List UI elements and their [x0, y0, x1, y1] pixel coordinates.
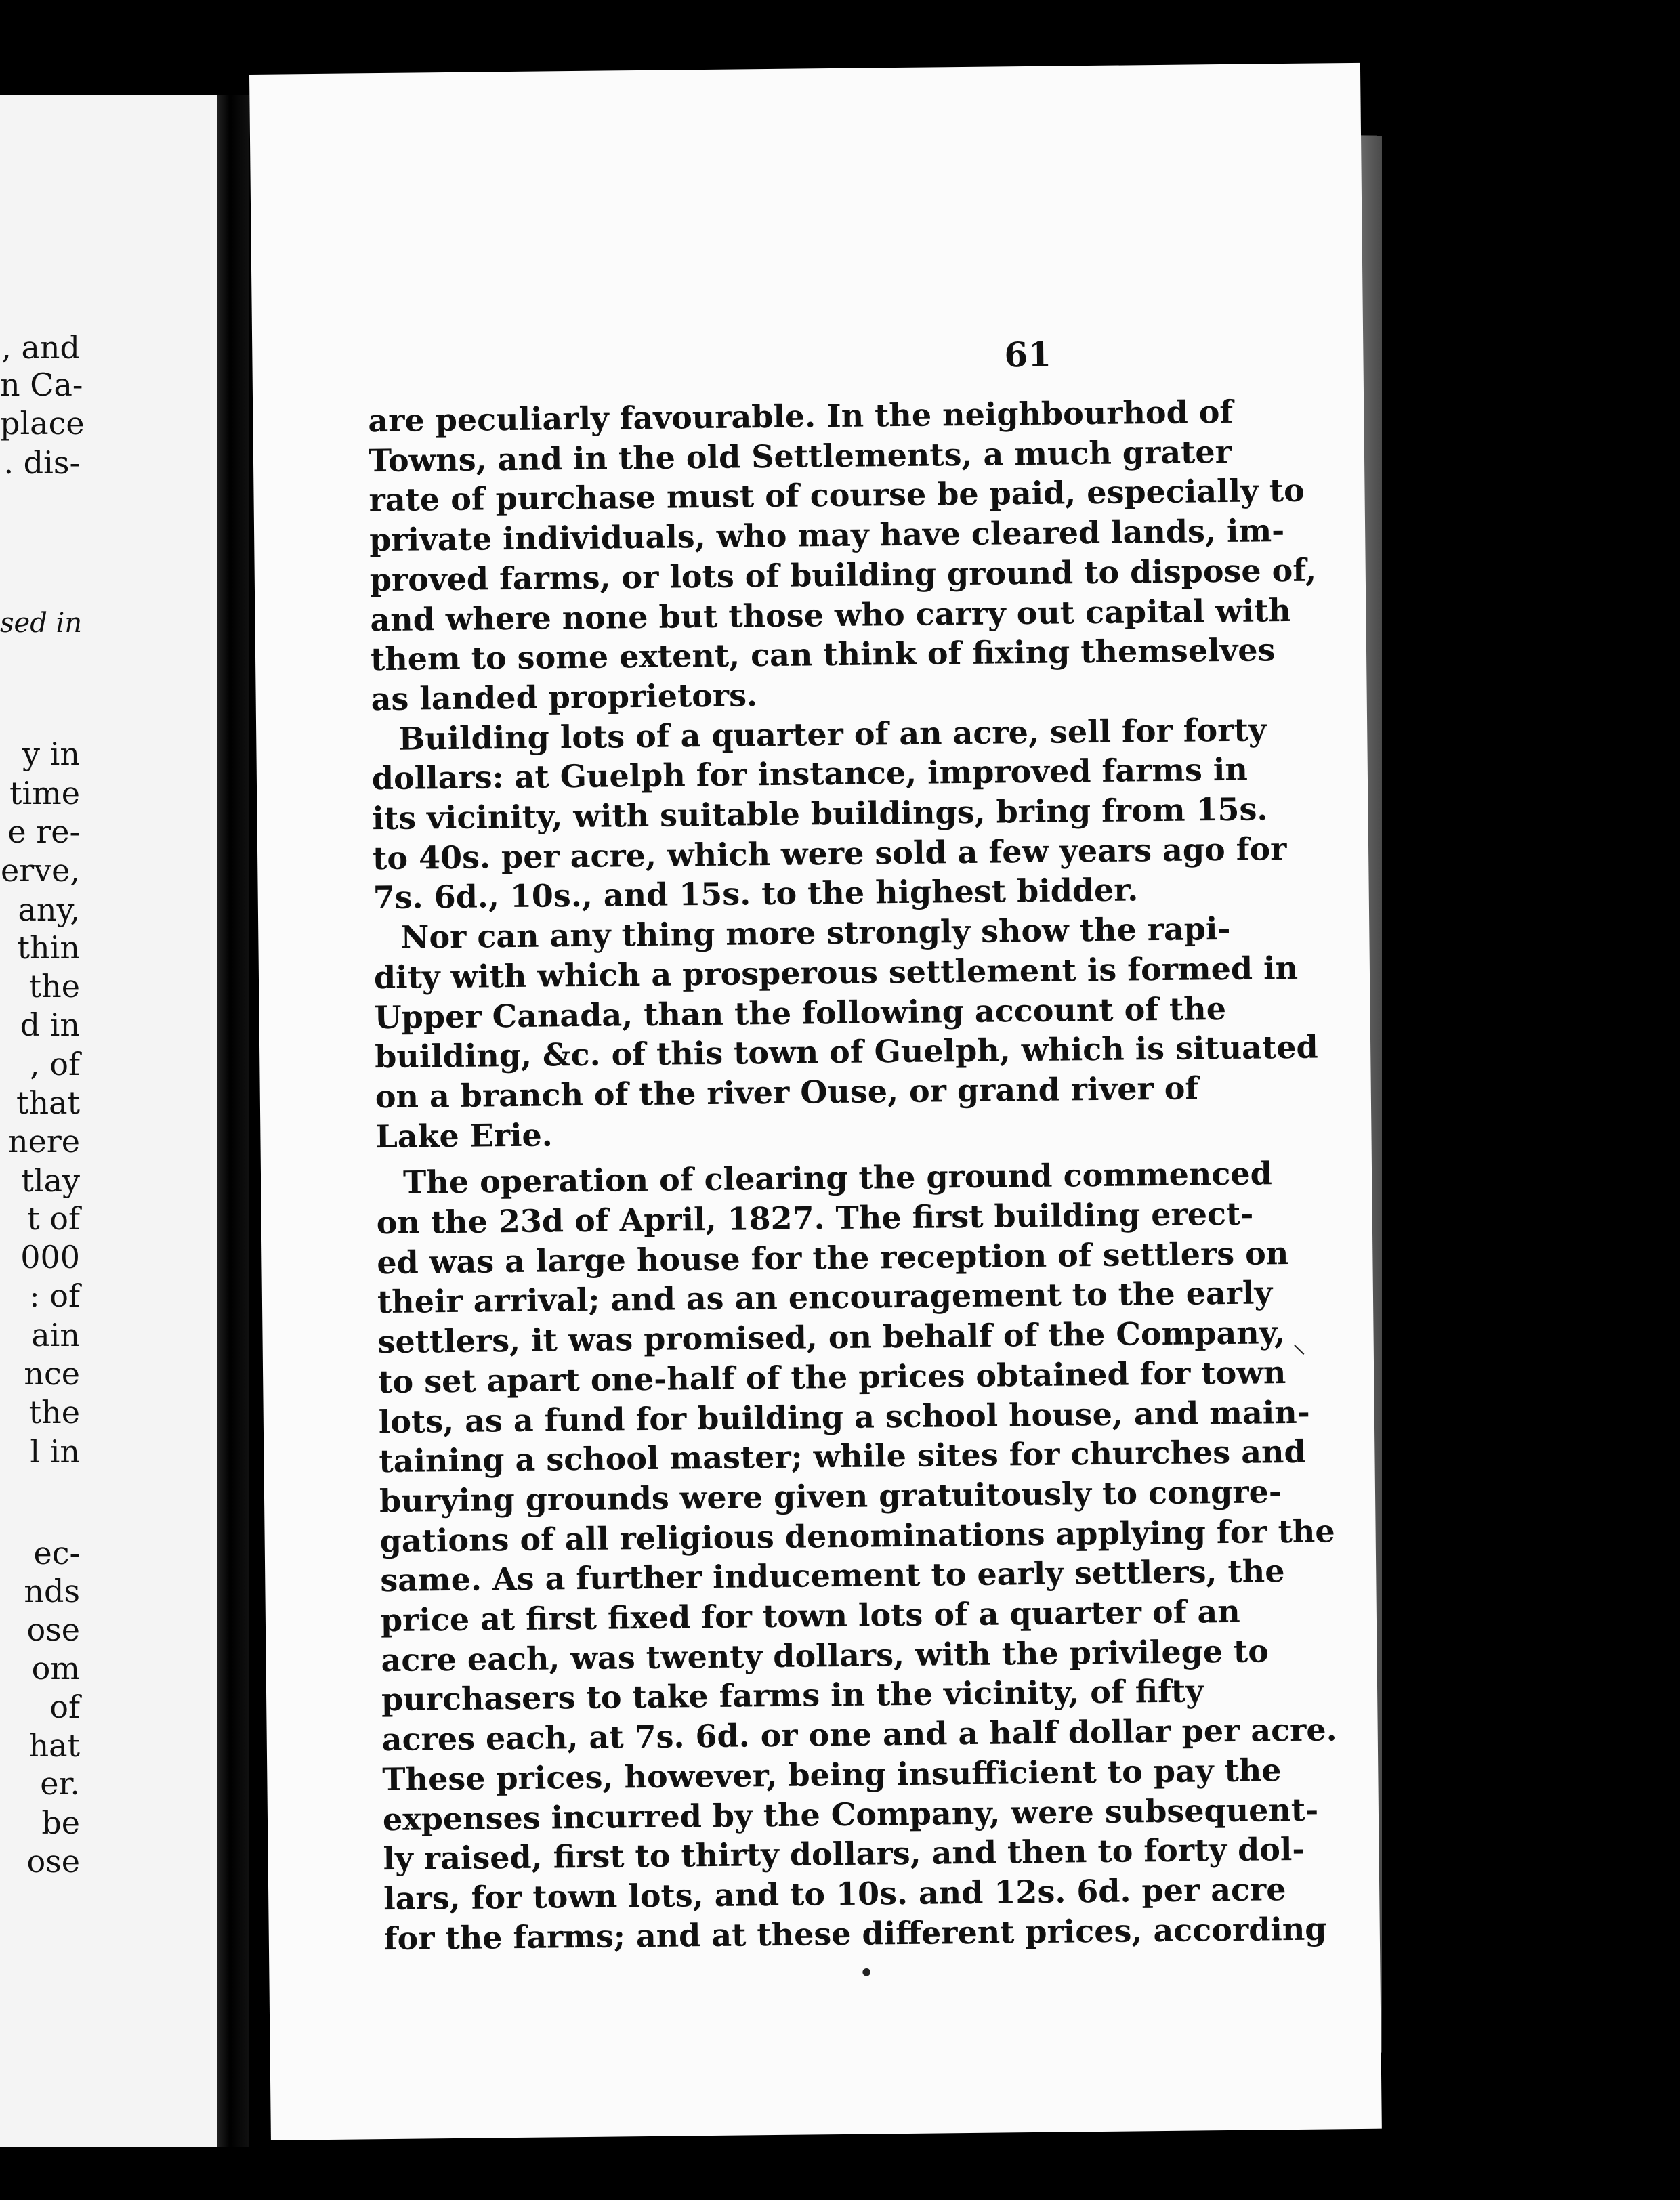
left-page-line: e re-: [7, 813, 80, 850]
page-number: 61: [1004, 334, 1052, 375]
body-line: private individuals, who may have cleared lands, im-: [369, 512, 1285, 559]
body-line: same. As a further inducement to early settlers, the: [380, 1552, 1285, 1599]
left-page-line: : of: [29, 1277, 80, 1314]
body-text: [253, 393, 1364, 1957]
left-page-line: of: [49, 1689, 80, 1725]
body-line: lots, as a fund for building a school house, and main-: [378, 1393, 1311, 1440]
body-line: for the farms; and at these different prices, according: [383, 1910, 1327, 1957]
body-line: Lake Erie.: [375, 1116, 553, 1155]
body-line: them to some extent, can think of fixing themselves: [370, 631, 1276, 678]
body-line: building, &c. of this town of Guelph, which is situated: [374, 1028, 1318, 1076]
left-page-line: hat: [28, 1727, 80, 1764]
left-page-line: nds: [24, 1573, 80, 1609]
left-page-line: nce: [24, 1355, 80, 1392]
body-line: rate of purchase must of course be paid, especially to: [369, 472, 1305, 519]
body-line: These prices, however, being insufficient to pay the: [382, 1751, 1282, 1798]
left-page-fragment: [0, 95, 217, 2147]
body-line: on a branch of the river Ouse, or grand river of: [375, 1070, 1199, 1116]
body-line: burying grounds were given gratuitously to congre-: [379, 1473, 1282, 1519]
body-line: are peculiarly favourable. In the neighbourhod of: [368, 393, 1234, 440]
left-page-line: time: [9, 775, 80, 811]
body-line: Towns, and in the old Settlements, a much grater: [368, 433, 1232, 479]
left-page-line: the: [28, 968, 80, 1004]
left-page-line: l in: [30, 1433, 80, 1470]
left-page-line: ec-: [33, 1535, 80, 1571]
left-page-line: n Ca-: [0, 366, 83, 403]
body-line: to 40s. per acre, which were sold a few years ago for: [372, 830, 1287, 876]
body-line: 7s. 6d., 10s., and 15s. to the highest bidder.: [373, 871, 1139, 916]
right-page: [249, 63, 1382, 2140]
left-page-line: the: [28, 1394, 80, 1431]
left-page-line: y in: [22, 736, 80, 772]
book-gutter: [217, 95, 249, 2147]
left-page-line: be: [41, 1804, 80, 1841]
ink-speck: •: [858, 1958, 875, 1989]
left-page-line: , and: [1, 329, 80, 366]
body-line: as landed proprietors.: [371, 677, 758, 718]
left-page-line: ose: [26, 1611, 80, 1648]
body-line: acre each, was twenty dollars, with the privilege to: [381, 1632, 1269, 1678]
left-page-line: 000: [20, 1239, 80, 1275]
body-line: lars, for town lots, and to 10s. and 12s. 6d. per acre: [383, 1871, 1286, 1917]
left-page-line: d in: [20, 1007, 80, 1043]
body-line: and where none but those who carry out capital with: [370, 591, 1292, 638]
body-line: its vicinity, with suitable buildings, bring from 15s.: [372, 790, 1268, 837]
body-line: Upper Canada, than the following account of the: [374, 990, 1227, 1036]
body-line: Nor can any thing more strongly show the rapi-: [400, 910, 1231, 956]
body-line: dollars: at Guelph for instance, improved farms in: [371, 750, 1248, 797]
body-line: The operation of clearing the ground commenced: [402, 1155, 1273, 1202]
body-line: ed was a large house for the reception of settlers on: [377, 1234, 1289, 1281]
body-line: purchasers to take farms in the vicinity, of fifty: [381, 1672, 1204, 1718]
left-page-line: place: [0, 405, 85, 442]
left-page-line: that: [16, 1084, 80, 1121]
left-page-line: sed in: [0, 608, 83, 639]
ink-speck: ⸜: [1292, 1328, 1306, 1359]
left-page-line: om: [31, 1650, 80, 1687]
body-line: ly raised, first to thirty dollars, and then to forty dol-: [383, 1831, 1305, 1878]
body-line: acres each, at 7s. 6d. or one and a half dollar per acre.: [381, 1711, 1337, 1758]
left-page-line: nere: [7, 1123, 80, 1160]
left-page-line: t of: [27, 1200, 80, 1237]
body-line: dity with which a prosperous settlement is formed in: [373, 949, 1299, 996]
left-page-line: ose: [26, 1843, 80, 1880]
body-line: expenses incurred by the Company, were subsequent-: [382, 1791, 1319, 1838]
body-line: settlers, it was promised, on behalf of the Company,: [377, 1314, 1286, 1361]
body-line: proved farms, or lots of building ground to dispose of,: [369, 551, 1317, 598]
body-line: taining a school master; while sites for churches and: [379, 1433, 1306, 1480]
left-page-line: , of: [30, 1046, 80, 1082]
body-line: gations of all religious denominations applying for the: [379, 1512, 1335, 1559]
left-page-line: thin: [17, 929, 80, 966]
left-page-line: tlay: [21, 1162, 80, 1199]
left-page-line: ain: [31, 1317, 80, 1353]
left-page-line: . dis-: [3, 444, 80, 481]
body-line: their arrival; and as an encouragement to the early: [377, 1274, 1273, 1321]
body-line: on the 23d of April, 1827. The first building erect-: [376, 1195, 1254, 1242]
body-line: to set apart one-half of the prices obtained for town: [377, 1353, 1286, 1400]
body-line: Building lots of a quarter of an acre, sell for forty: [398, 711, 1267, 757]
body-line: price at first fixed for town lots of a quarter of an: [380, 1592, 1240, 1639]
left-page-line: any,: [18, 891, 80, 928]
left-page-line: er.: [40, 1765, 80, 1802]
left-page-line: erve,: [0, 852, 80, 889]
